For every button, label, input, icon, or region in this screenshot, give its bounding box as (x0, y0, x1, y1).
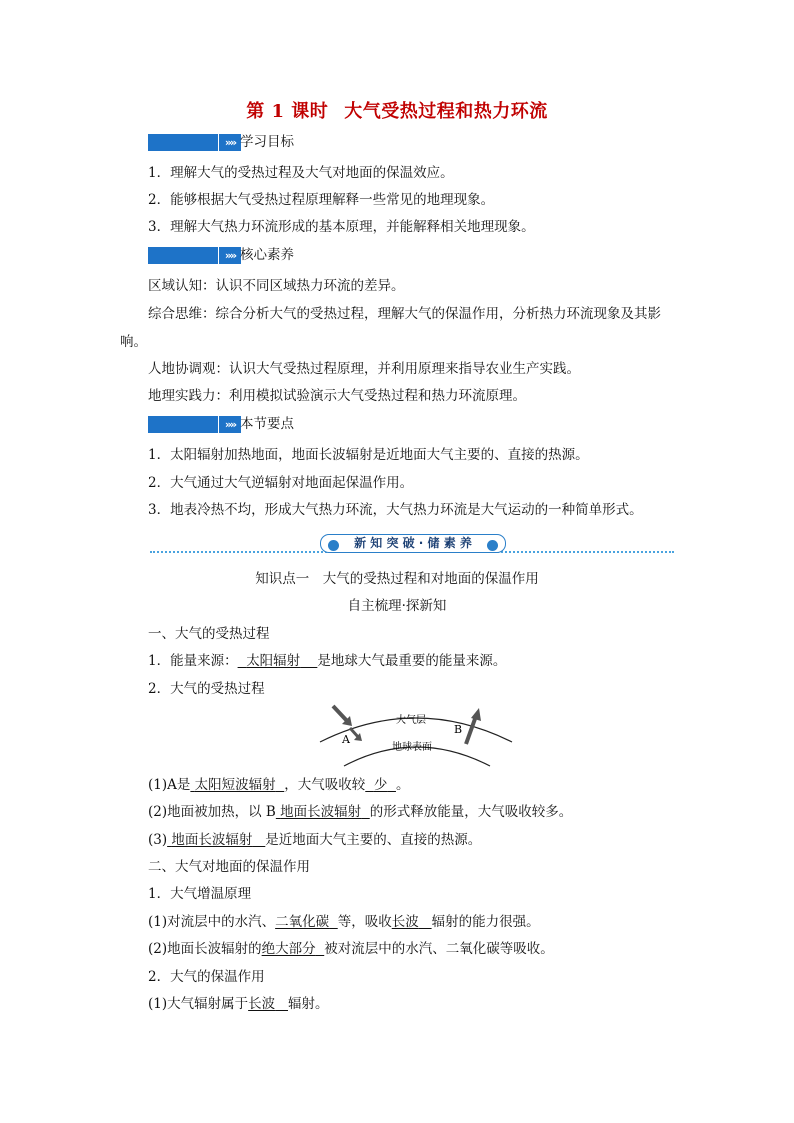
goal-item: 1．理解大气的受热过程及大气对地面的保温效应。 (148, 165, 454, 181)
banner-text: 新 知 突 破 · 储 素 养 (354, 536, 472, 550)
surface-label: 地球表面 (392, 742, 432, 753)
text: (2)地面被加热，以 B (148, 804, 276, 820)
ground-radiation-arrow (466, 716, 476, 744)
answer-text: 二氧化碳 (275, 914, 330, 930)
title-part2: 大气受热过程和热力环流 (344, 101, 548, 122)
answer-blank (167, 832, 265, 848)
text: 被对流层中的水汽、二氧化碳等吸收。 (324, 941, 554, 957)
heading-2: 二、大气对地面的保温作用 (148, 859, 310, 875)
question-1 (148, 777, 409, 793)
text: (3) (148, 832, 168, 848)
header-bar (148, 247, 218, 264)
warming-principle-heading: 1．大气增温原理 (148, 886, 252, 902)
literacy-item: 区域认知：认识不同区域热力环流的差异。 (148, 278, 405, 294)
section-label-goals: 学习目标 (240, 134, 294, 150)
answer-text: 地面长波辐射 (171, 832, 253, 848)
title-part1: 第 1 课时 (246, 101, 329, 122)
text: 等，吸收 (337, 914, 392, 930)
answer-blank (275, 914, 338, 930)
insulation-heading: 2．大气的保温作用 (148, 969, 265, 985)
heading-1: 一、大气的受热过程 (148, 626, 270, 642)
goal-item: 3．理解大气热力环流形成的基本原理，并能解释相关地理现象。 (148, 219, 535, 235)
text: 辐射的能力很强。 (431, 914, 540, 930)
energy-source-line (148, 653, 506, 669)
question-3 (148, 832, 481, 848)
answer-blank (190, 777, 284, 793)
answer-blank (262, 941, 325, 957)
right-arrow-icon (328, 540, 339, 551)
answer-blank (392, 914, 432, 930)
literacy-item: 综合思维：综合分析大气的受热过程，理解大气的保温作用，分析热力环流现象及其影 (148, 306, 661, 322)
header-bar (148, 134, 218, 151)
literacy-item: 地理实践力：利用模拟试验演示大气受热过程和热力环流原理。 (148, 388, 526, 404)
literacy-item: 响。 (120, 334, 147, 350)
incoming-radiation-arrow (333, 706, 348, 722)
text: 。 (395, 777, 410, 793)
text: (1)大气辐射属于 (148, 996, 249, 1012)
text: ，大气吸收较 (284, 777, 366, 793)
section-label-literacy: 核心素养 (240, 247, 294, 263)
banner-pill (320, 534, 506, 553)
section-banner (150, 532, 674, 554)
chevron-icon: »» (219, 247, 241, 264)
insulation-1 (148, 996, 329, 1012)
text: 辐射。 (288, 996, 329, 1012)
chevron-icon: »» (219, 134, 241, 151)
heating-process-heading: 2．大气的受热过程 (148, 681, 265, 697)
answer-text: 长波 (391, 914, 419, 930)
subheading: 自主梳理·探新知 (347, 598, 447, 614)
text: (1)A是 (148, 777, 191, 793)
left-arrow-icon (487, 540, 498, 551)
text: (2)地面长波辐射的 (148, 941, 262, 957)
page-title (0, 97, 794, 123)
question-2 (148, 804, 572, 820)
answer-text: 太阳辐射 (246, 653, 301, 669)
atmosphere-heating-diagram (318, 700, 514, 774)
principle-1 (148, 914, 540, 930)
text: (1)对流层中的水汽、 (148, 914, 276, 930)
literacy-item: 人地协调观：认识大气受热过程原理，并利用原理来指导农业生产实践。 (148, 361, 580, 377)
answer-blank (238, 653, 318, 669)
label-a: A (342, 733, 350, 746)
answer-blank (248, 996, 288, 1012)
text: 是近地面大气主要的、直接的热源。 (265, 832, 482, 848)
text: 1．能量来源： (148, 653, 238, 669)
principle-2 (148, 941, 554, 957)
ground-arrowhead (471, 708, 481, 721)
point-item: 1．太阳辐射加热地面，地面长波辐射是近地面大气主要的、直接的热源。 (148, 447, 589, 463)
text: 是地球大气最重要的能量来源。 (317, 653, 507, 669)
answer-text: 太阳短波辐射 (194, 777, 276, 793)
section-label-points: 本节要点 (240, 416, 294, 432)
answer-text: 绝大部分 (261, 941, 316, 957)
point-item: 3．地表冷热不均，形成大气热力环流，大气热力环流是大气运动的一种简单形式。 (148, 502, 643, 518)
label-b: B (454, 723, 463, 736)
knowledge-point-heading: 知识点一 大气的受热过程和对地面的保温作用 (255, 571, 539, 587)
chevron-icon: »» (219, 416, 241, 433)
answer-blank (365, 777, 396, 793)
answer-text: 长波 (248, 996, 276, 1012)
answer-text: 少 (373, 777, 388, 793)
atmosphere-label: 大气层 (396, 715, 426, 726)
point-item: 2．大气通过大气逆辐射对地面起保温作用。 (148, 475, 414, 491)
goal-item: 2．能够根据大气受热过程原理解释一些常见的地理现象。 (148, 192, 495, 208)
header-bar (148, 416, 218, 433)
text: 的形式释放能量，大气吸收较多。 (369, 804, 573, 820)
answer-text: 地面长波辐射 (280, 804, 362, 820)
answer-blank (276, 804, 370, 820)
